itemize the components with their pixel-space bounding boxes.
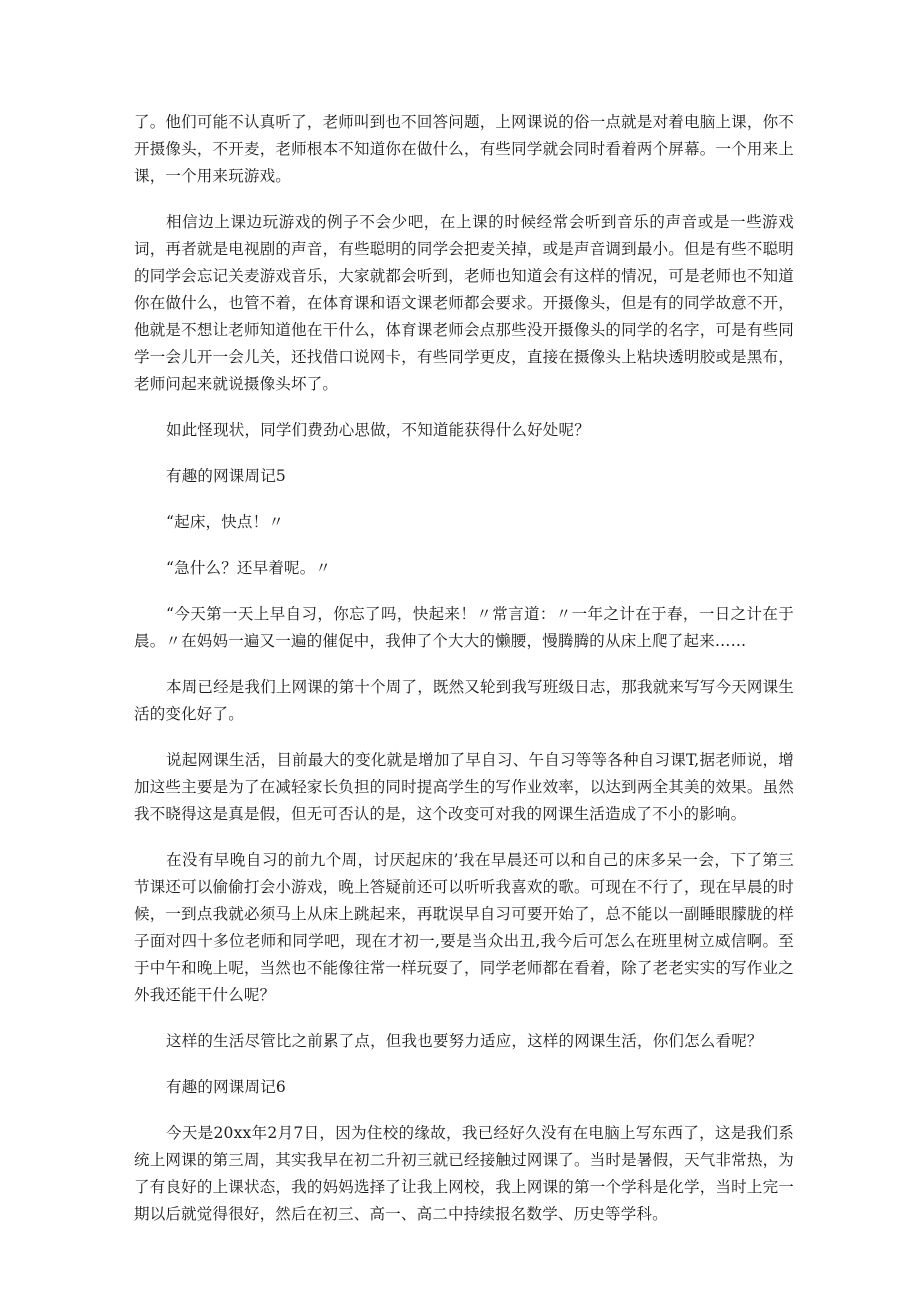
paragraph-today: 今天是20xx年2月7日，因为住校的缘故，我已经好久没有在电脑上写东西了，这是我们系统上网课的第三周，其实我早在初二升初三就已经接触过网课了。当时是暑假，天气非常热，为了有良好的上课状态，我的妈妈选择了让我上网校，我上网课的第一个学科是化学，当时上完一期以后就觉得很好，然后在初三、高一、高二中持续报名数学、历史等学科。 [134, 1124, 794, 1223]
document-body [134, 109, 794, 1247]
paragraph-tenth-week: 本周已经是我们上网课的第十个周了，既然又轮到我写班级日志，那我就来写写今天网课生活的变化好了。 [134, 678, 795, 723]
paragraph-self-study: 说起网课生活，目前最大的变化就是增加了早自习、午自习等等各种自习课T,据老师说，增加这些主要是为了在减轻家长负担的同时提高学生的写作业效率，以达到两全其美的效果。虽然我不晓得这是真是假，但无可否认的是，这个改变可对我的网课生活造成了不小的影响。 [134, 751, 794, 823]
paragraph-adapt: 这样的生活尽管比之前累了点，但我也要努力适应，这样的网课生活，你们怎么看呢？ [166, 1032, 763, 1050]
section-heading-5: 有趣的网课周记5 [166, 467, 286, 485]
dialogue-line-3: “今天第一天上早自习，你忘了吗，快起来！〃常言道：〃一年之计在于春，一日之计在于晨。〃在妈妈一遍又一遍的催促中，我伸了个大大的懒腰，慢腾腾的从床上爬了起来…… [134, 605, 794, 650]
paragraph-first-nine-weeks: 在没有早晚自习的前九个周，讨厌起床的’我在早晨还可以和自己的床多呆一会，下了第三节课还可以偷偷打会小游戏，晚上答疑前还可以听听我喜欢的歌。可现在不行了，现在早晨的时候，一到点我就必须马上从床上跳起来，再耽误早自习可要开始了，总不能以一副睡眼朦胧的样子面对四十多位老师和同学吧，现在才初一,要是当众出丑,我今后可怎么在班里树立威信啊。至于中午和晚上呢，当然也不能像往常一样玩耍了，同学老师都在看着，除了老老实实的写作业之外我还能干什么呢？ [134, 851, 794, 1004]
dialogue-line-2: “急什么？还早着呢。〃 [166, 559, 332, 577]
paragraph-continued: 了。他们可能不认真听了，老师叫到也不回答问题，上网课说的俗一点就是对着电脑上课，你不开摄像头，不开麦，老师根本不知道你在做什么，有些同学就会同时看着两个屏幕。一个用来上课，一个用来玩游戏。 [134, 113, 794, 185]
paragraph-games-in-class: 相信边上课边玩游戏的例子不会少吧，在上课的时候经常会听到音乐的声音或是一些游戏词，再者就是电视剧的声音，有些聪明的同学会把麦关掉，或是声音调到最小。但是有些不聪明的同学会忘记关麦游戏音乐，大家就都会听到，老师也知道会有这样的情况，可是老师也不知道你在做什么，也管不着，在体育课和语文课老师都会要求。开摄像头，但是有的同学故意不开，他就是不想让老师知道他在干什么，体育课老师会点那些没开摄像头的同学的名字，可是有些同学一会儿开一会儿关，还找借口说网卡，有些同学更皮，直接在摄像头上粘块透明胶或是黑布，老师问起来就说摄像头坏了。 [134, 213, 794, 393]
section-heading-6: 有趣的网课周记6 [166, 1078, 286, 1096]
dialogue-line-1: “起床，快点！〃 [166, 513, 285, 531]
paragraph-question: 如此怪现状，同学们费劲心思做，不知道能获得什么好处呢？ [166, 421, 590, 439]
